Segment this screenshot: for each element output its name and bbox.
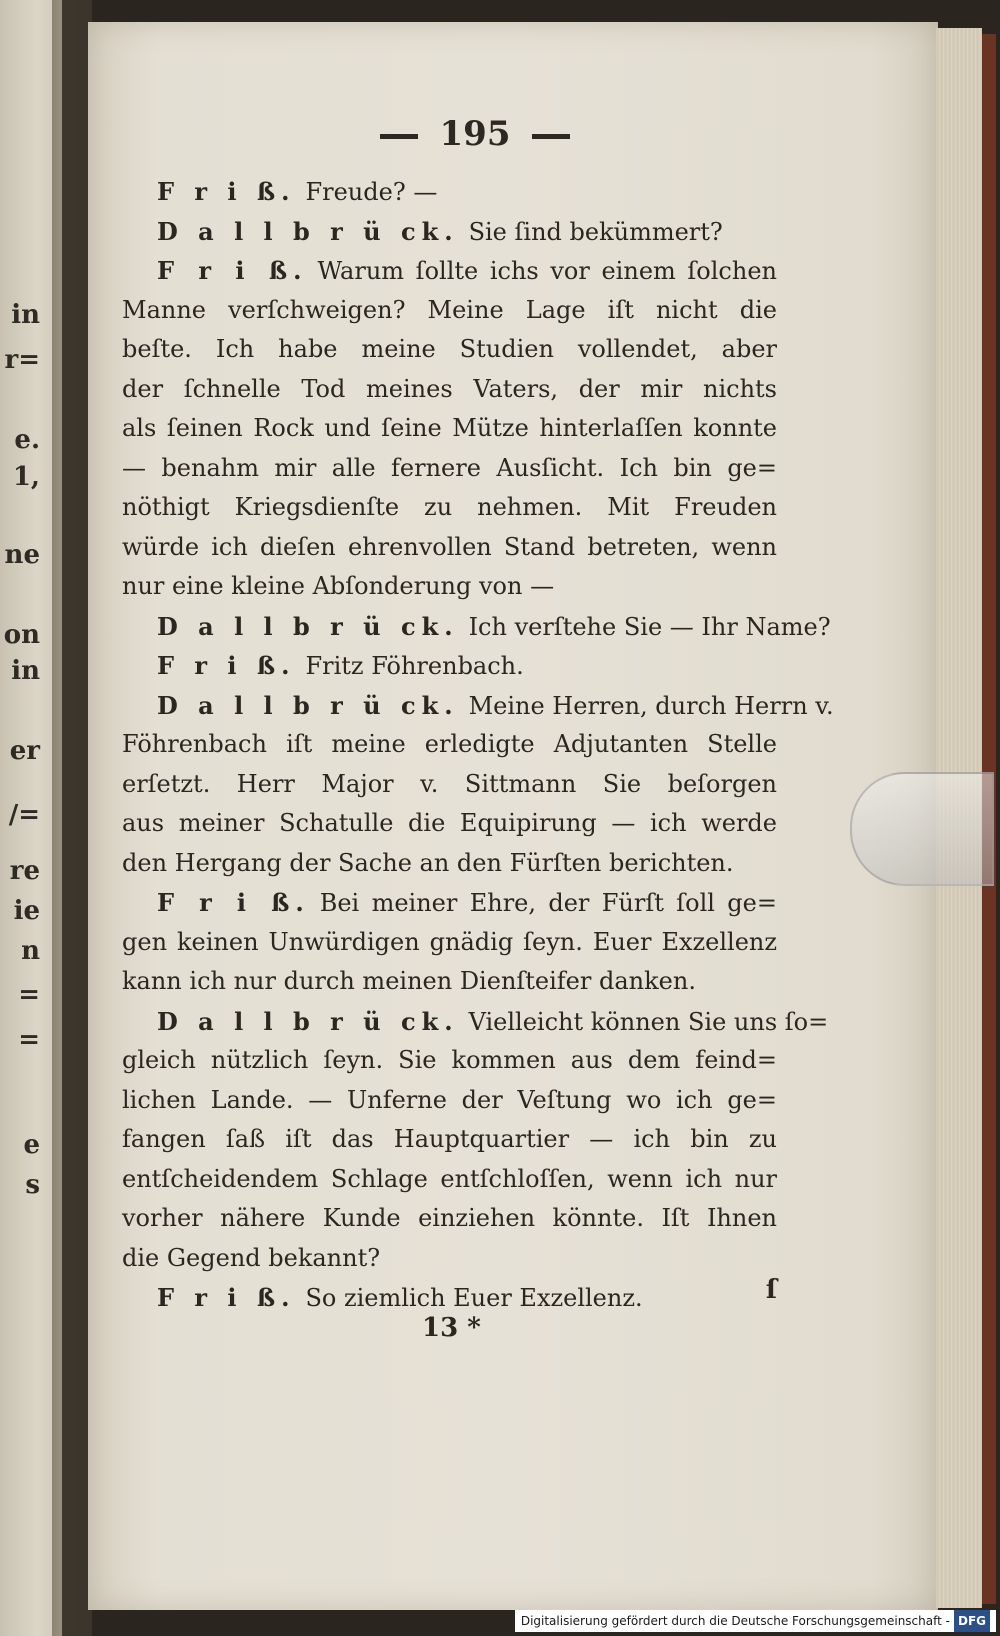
line-text: Freude? — [305,178,438,206]
speaker-name: F r i ß. [157,1283,296,1312]
text-line [122,488,777,528]
line-text: Bei meiner Ehre, der Fürſt ſoll ge= [319,889,777,917]
text-line [122,1239,777,1279]
page-number [330,114,620,154]
text-line [122,291,777,331]
text-line [122,1081,777,1121]
speaker-name: F r i ß. [157,256,308,285]
catchword: ſ [765,1275,777,1305]
text-line [122,1278,777,1318]
text-line [122,409,777,449]
text-line [122,607,831,647]
page-clip [850,772,994,886]
left-page-fragment: er [9,736,40,766]
line-text: Warum ſollte ichs vor einem ſolchen [317,257,777,285]
left-page-fragment: ie [13,896,40,926]
text-line [122,370,777,410]
left-page-fragment: n [21,936,40,966]
line-text: Manne verſchweigen? Meine Lage iſt nicht die [122,295,777,324]
text-line [122,449,777,489]
speaker-name: D a l l b r ü ck. [157,1006,459,1036]
left-page-fragment: ne [4,540,40,570]
speaker-name: D a l l b r ü ck. [157,216,459,246]
line-text: aus meiner Schatulle die Equipirung — ich werde [122,809,777,837]
left-page-fragment: re [9,856,40,886]
book-gutter [52,0,92,1636]
left-page-fragment: in [11,656,40,686]
text-line [122,646,777,686]
page-text [122,172,834,1318]
text-line [122,962,777,1002]
signature-mark: 13 * [422,1313,481,1343]
line-text: erſetzt. Herr Major v. Sittmann Sie beſorgen [122,769,777,798]
dfg-logo: DFG [954,1610,990,1632]
left-page-fragment: e [23,1130,40,1160]
line-text: vorher nähere Kunde einziehen könnte. Iſt Ihnen [122,1204,777,1232]
line-text: nöthigt Kriegsdienſte zu nehmen. Mit Freuden [122,493,777,521]
left-page-fragment: 1, [12,462,40,492]
line-text: würde ich dieſen ehrenvollen Stand betreten, wenn [122,532,777,561]
line-text: Ich verſtehe Sie — Ihr Name? [468,612,831,641]
left-page-fragment: e. [14,425,40,455]
line-text: gleich nützlich ſeyn. Sie kommen aus dem feind= [122,1046,777,1074]
text-line [122,725,777,765]
line-text: der ſchnelle Tod meines Vaters, der mir nichts [122,374,777,403]
text-line [122,883,777,923]
text-line [122,765,777,805]
text-line [122,172,777,212]
left-page-fragment: on [3,620,40,650]
line-text: Vielleicht können Sie uns ſo= [468,1007,829,1036]
line-text: kann ich nur durch meinen Dienſteifer danken. [122,967,696,995]
text-line [122,844,777,884]
text-line [122,804,777,844]
line-text: nur eine kleine Abſonderung von — [122,572,555,600]
text-line [122,567,777,607]
speaker-name: D a l l b r ü ck. [157,690,459,720]
line-text: gen keinen Unwürdigen gnädig ſeyn. Euer Exzellenz [122,927,777,956]
line-text: So ziemlich Euer Exzellenz. [305,1284,643,1312]
text-line [122,330,777,370]
line-text: den Hergang der Sache an den Fürſten berichten. [122,848,734,877]
left-page-fragment: = [18,1025,40,1055]
line-text: als ſeinen Rock und ſeine Mütze hinterlaſſen konnte [122,414,777,442]
credit-text: Digitalisierung gefördert durch die Deutsche Forschungsgemeinschaft - [520,1614,950,1628]
left-page-fragment: /= [8,800,40,830]
digitization-credit [515,1610,996,1632]
text-line [122,1120,777,1160]
text-line [122,1160,777,1200]
left-page-fragment: = [18,980,40,1010]
text-line [122,923,777,963]
line-text: fangen ſaß iſt das Hauptquartier — ich bin zu [122,1125,777,1153]
text-line [122,251,777,291]
text-line [122,686,834,726]
text-line [122,1041,777,1081]
speaker-name: F r i ß. [157,888,310,917]
line-text: Meine Herren, durch Herrn v. [468,691,834,720]
speaker-name: D a l l b r ü ck. [157,611,459,641]
line-text: die Gegend bekannt? [122,1243,381,1272]
line-text: — benahm mir alle fernere Ausſicht. Ich bin ge= [122,453,777,482]
left-page-fragment: s [25,1170,40,1200]
line-text: Föhrenbach iſt meine erledigte Adjutanten Stelle [122,730,777,758]
line-text: lichen Lande. — Unferne der Veſtung wo ich ge= [122,1085,777,1114]
text-line [122,1199,777,1239]
line-text: Fritz Föhrenbach. [305,652,524,680]
line-text: Sie ſind bekümmert? [468,217,723,246]
left-page-fragment: in [11,300,40,330]
text-line [122,212,777,252]
text-line [122,1002,829,1042]
text-line [122,528,777,568]
speaker-name: F r i ß. [157,177,296,206]
speaker-name: F r i ß. [157,651,296,680]
page-number-text: 195 [439,114,511,154]
line-text: entſcheidendem Schlage entſchloſſen, wenn ich nur [122,1164,777,1193]
line-text: beſte. Ich habe meine Studien vollendet, aber [122,335,777,363]
dash-left [380,134,418,139]
dash-right [532,134,570,139]
left-page-fragment: r= [4,345,40,375]
